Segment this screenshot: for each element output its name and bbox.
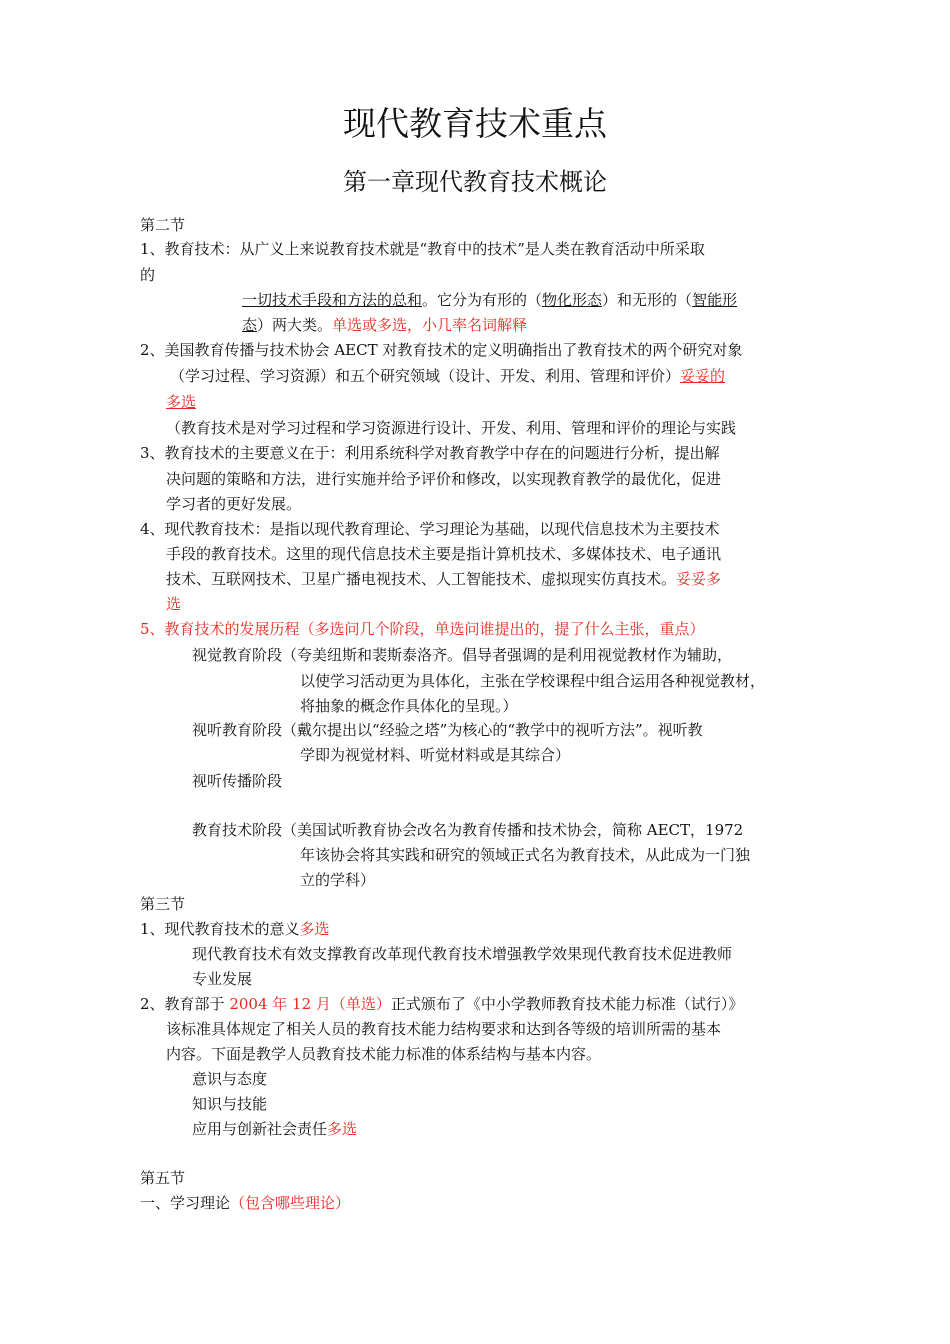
paragraph-line: 的: [140, 266, 156, 284]
paragraph-line: 视听传播阶段: [192, 772, 283, 790]
exam-note: 妥妥的: [680, 367, 726, 385]
exam-note: （包含哪些理论）: [230, 1194, 351, 1212]
paragraph-line: 手段的教育技术。这里的现代信息技术主要是指计算机技术、多媒体技术、电子通讯: [166, 545, 722, 563]
exam-note: 多选: [166, 393, 197, 411]
paragraph-line: 决问题的策略和方法，进行实施并给予评价和修改，以实现教育教学的最优化，促进: [166, 470, 722, 488]
text-span: ）和无形的（: [602, 291, 693, 309]
exam-note: 多选: [299, 920, 330, 938]
list-item: 意识与态度: [192, 1070, 268, 1088]
text-span: 2、教育部于: [140, 995, 230, 1013]
exam-note: 妥妥多: [676, 570, 722, 588]
paragraph-line: 该标准具体规定了相关人员的教育技术能力结构要求和达到各等级的培训所需的基本: [166, 1020, 722, 1038]
section-header: 第五节: [140, 1169, 186, 1187]
list-item: 知识与技能: [192, 1095, 268, 1113]
paragraph-line: （教育技术是对学习过程和学习资源进行设计、开发、利用、管理和评价的理论与实践: [166, 419, 737, 437]
paragraph-line: 以使学习活动更为具体化，主张在学校课程中组合运用各种视觉教材，: [300, 672, 766, 690]
exam-note: 多选: [327, 1120, 358, 1138]
paragraph-line: 视觉教育阶段（夸美纽斯和裴斯泰洛齐。倡导者强调的是利用视觉教材作为辅助，: [192, 646, 733, 664]
text-span: （学习过程、学习资源）和五个研究领域（设计、开发、利用、管理和评价）: [170, 367, 681, 385]
list-item: [192, 1117, 357, 1141]
section-header: 第二节: [140, 216, 186, 234]
chapter-title: 第一章现代教育技术概论: [343, 168, 607, 196]
paragraph-line: 1、教育技术：从广义上来说教育技术就是“教育中的技术”是人类在教育活动中所采取: [140, 240, 705, 258]
paragraph-line: [166, 390, 196, 414]
paragraph-line: [170, 364, 725, 388]
text-span: 。它分为有形的（: [422, 291, 543, 309]
paragraph-line: [140, 917, 330, 941]
paragraph-line: 学即为视觉材料、听觉材料或是其综合）: [300, 746, 571, 764]
text-span: 技术、互联网技术、卫星广播电视技术、人工智能技术、虚拟现实仿真技术。: [166, 570, 677, 588]
exam-note: 2004 年 12 月（单选）: [229, 995, 391, 1013]
paragraph-line: 内容。下面是教学人员教育技术能力标准的体系结构与基本内容。: [166, 1045, 602, 1063]
paragraph-line: 3、教育技术的主要意义在于：利用系统科学对教育教学中存在的问题进行分析，提出解: [140, 444, 720, 462]
underlined-term: 态: [242, 316, 258, 334]
paragraph-line: [242, 288, 737, 312]
paragraph-line: 视听教育阶段（戴尔提出以“经验之塔”为核心的“教学中的视听方法”。视听教: [192, 721, 703, 739]
paragraph-line: 2、美国教育传播与技术协会 AECT 对教育技术的定义明确指出了教育技术的两个研究对象: [140, 341, 743, 359]
paragraph-line: [166, 567, 721, 591]
paragraph-line: 5、教育技术的发展历程（多选问几个阶段，单选问谁提出的，提了什么主张，重点）: [140, 620, 705, 638]
text-span: ）两大类。: [257, 316, 333, 334]
text-span: 一、学习理论: [140, 1194, 231, 1212]
text-span: 应用与创新社会责任: [192, 1120, 328, 1138]
text-span: 正式颁布了《中小学教师教育技术能力标准（试行）》: [390, 995, 744, 1013]
paragraph-line: 现代教育技术有效支撑教育改革现代教育技术增强教学效果现代教育技术促进教师: [192, 945, 733, 963]
underlined-term: 智能形: [692, 291, 738, 309]
paragraph-line: 学习者的更好发展。: [166, 495, 302, 513]
exam-note: 选: [166, 595, 182, 613]
section-header: 第三节: [140, 895, 186, 913]
text-span: 1、现代教育技术的意义: [140, 920, 300, 938]
paragraph-line: 年该协会将其实践和研究的领域正式名为教育技术，从此成为一门独: [300, 846, 751, 864]
underlined-term: 一切技术手段和方法的总和: [242, 291, 423, 309]
paragraph-line: 将抽象的概念作具体化的呈现。）: [300, 697, 518, 715]
paragraph-line: 教育技术阶段（美国试听教育协会改名为教育传播和技术协会，简称 AECT，1972: [192, 821, 744, 839]
paragraph-line: 立的学科）: [300, 871, 376, 889]
paragraph-line: 4、现代教育技术：是指以现代教育理论、学习理论为基础，以现代信息技术为主要技术: [140, 520, 720, 538]
paragraph-line: 专业发展: [192, 970, 253, 988]
paragraph-line: [140, 1191, 350, 1215]
paragraph-line: [140, 992, 743, 1016]
paragraph-line: [242, 313, 527, 337]
underlined-term: 物化形态: [542, 291, 603, 309]
page-title: 现代教育技术重点: [343, 104, 607, 143]
exam-note: 单选或多选，小几率名词解释: [332, 316, 528, 334]
